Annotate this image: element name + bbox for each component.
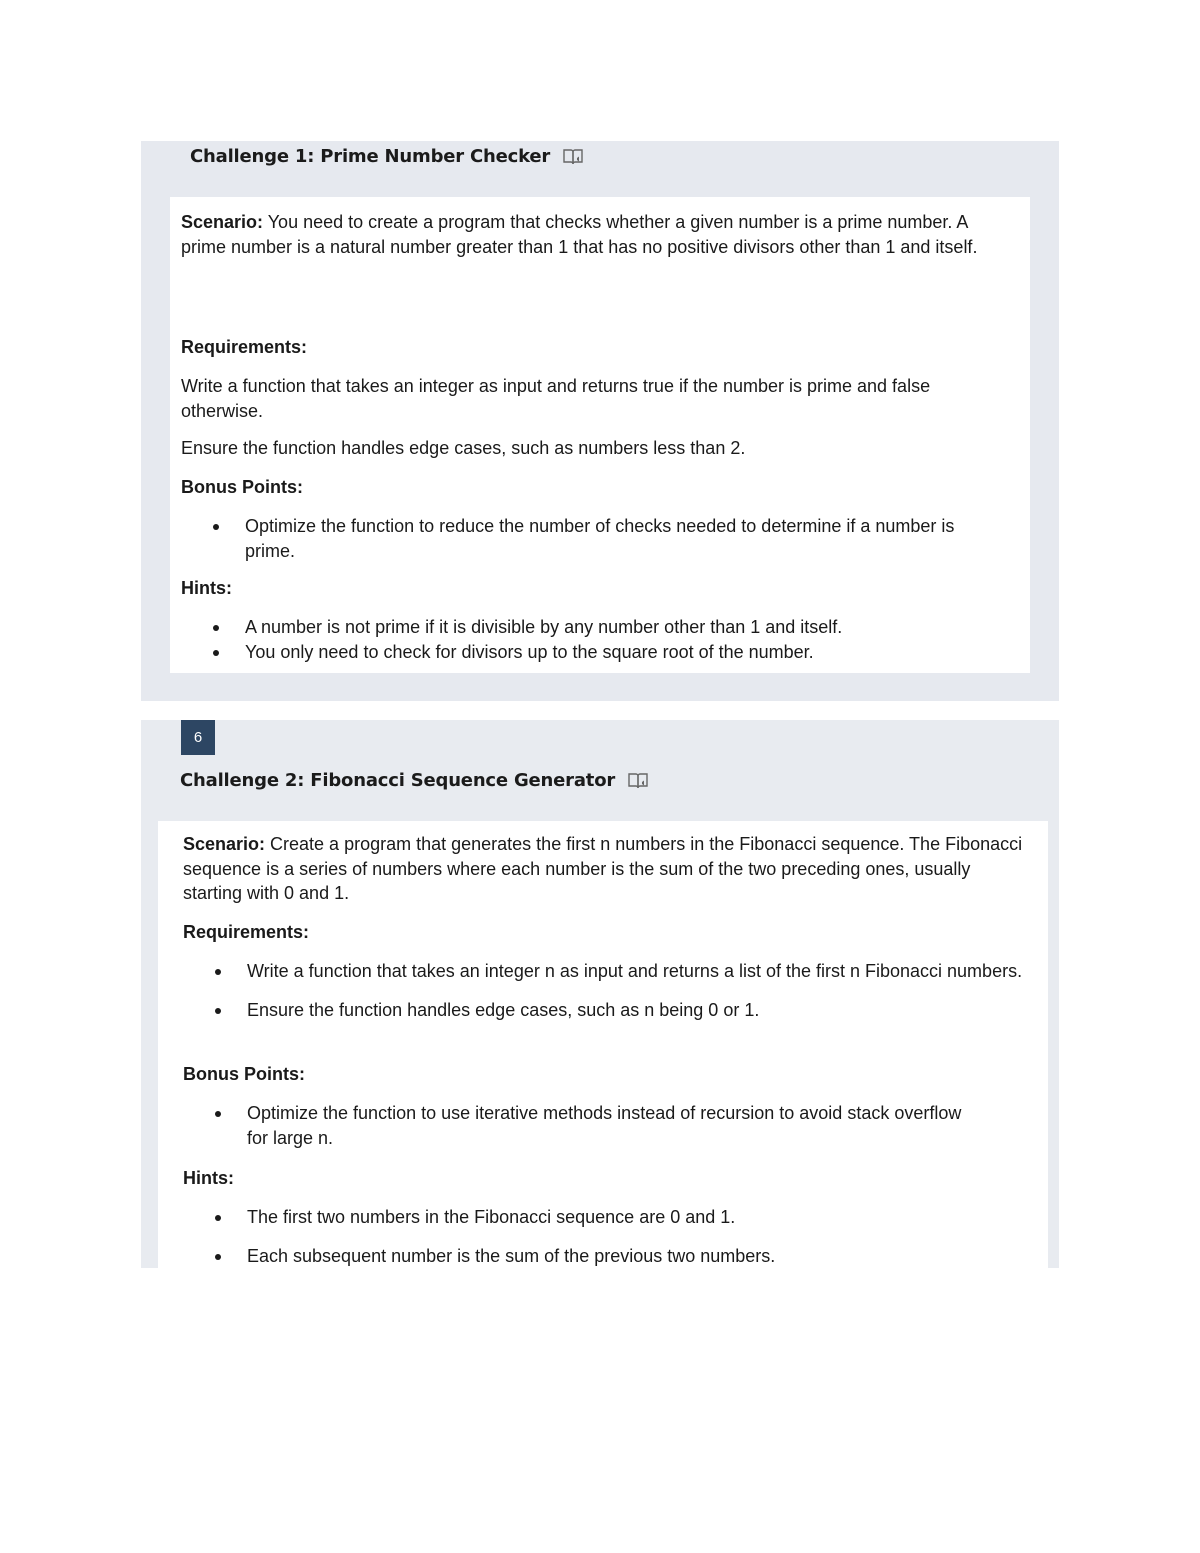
requirements-heading: Requirements: [183, 922, 310, 942]
challenge-2-card [158, 821, 1048, 1268]
bonus-list [181, 514, 991, 563]
challenge-1-scenario [181, 210, 1011, 259]
list-item: You only need to check for divisors up to the square root of the number. [181, 640, 1011, 665]
challenge-1-title: Challenge 1: Prime Number Checker [190, 146, 551, 167]
list-item: Ensure the function handles edge cases, such as n being 0 or 1. [183, 998, 1033, 1023]
challenge-2-heading [180, 770, 649, 791]
challenge-2-scenario [183, 832, 1033, 906]
scenario-text: You need to create a program that checks whether a given number is a prime number. A prime number is a natural number greater than 1 that has no positive divisors other than 1 and itself. [181, 212, 978, 257]
bonus-heading: Bonus Points: [181, 477, 303, 497]
list-item: A number is not prime if it is divisible by any number other than 1 and itself. [181, 615, 1011, 640]
challenge-1-card [170, 197, 1030, 673]
scenario-label: Scenario: [181, 212, 264, 232]
requirements-heading: Requirements: [181, 337, 308, 357]
challenge-2-panel [141, 720, 1059, 1268]
hints-heading: Hints: [181, 578, 232, 598]
bonus-list [183, 1101, 983, 1150]
requirements-list [183, 959, 1033, 1022]
hints-heading: Hints: [183, 1168, 234, 1188]
requirement-text: Ensure the function handles edge cases, such as numbers less than 2. [181, 438, 746, 458]
step-number-badge: 6 [181, 720, 215, 755]
list-item: The first two numbers in the Fibonacci sequence are 0 and 1. [183, 1205, 1033, 1230]
list-item: Write a function that takes an integer n as input and returns a list of the first n Fibonacci numbers. [183, 959, 1033, 984]
hints-list [183, 1205, 1033, 1268]
list-item: Optimize the function to use iterative methods instead of recursion to avoid stack overflow for large n. [183, 1101, 983, 1150]
list-item: Each subsequent number is the sum of the previous two numbers. [183, 1244, 1033, 1269]
immersive-reader-icon[interactable] [627, 771, 649, 791]
challenge-1-panel [141, 141, 1059, 701]
list-item: Optimize the function to reduce the number of checks needed to determine if a number is prime. [181, 514, 991, 563]
requirement-text: Write a function that takes an integer as input and returns true if the number is prime and false otherwise. [181, 376, 931, 421]
challenge-2-title: Challenge 2: Fibonacci Sequence Generator [180, 770, 616, 791]
bonus-heading: Bonus Points: [183, 1064, 305, 1084]
challenge-1-heading [190, 146, 584, 167]
immersive-reader-icon[interactable] [562, 147, 584, 167]
scenario-label: Scenario: [183, 834, 266, 854]
hints-list [181, 615, 1011, 664]
scenario-text: Create a program that generates the first n numbers in the Fibonacci sequence. The Fibonacci sequence is a series of numbers where each number is the sum of the two preceding ones, usually starting with 0 and 1. [183, 834, 1023, 903]
